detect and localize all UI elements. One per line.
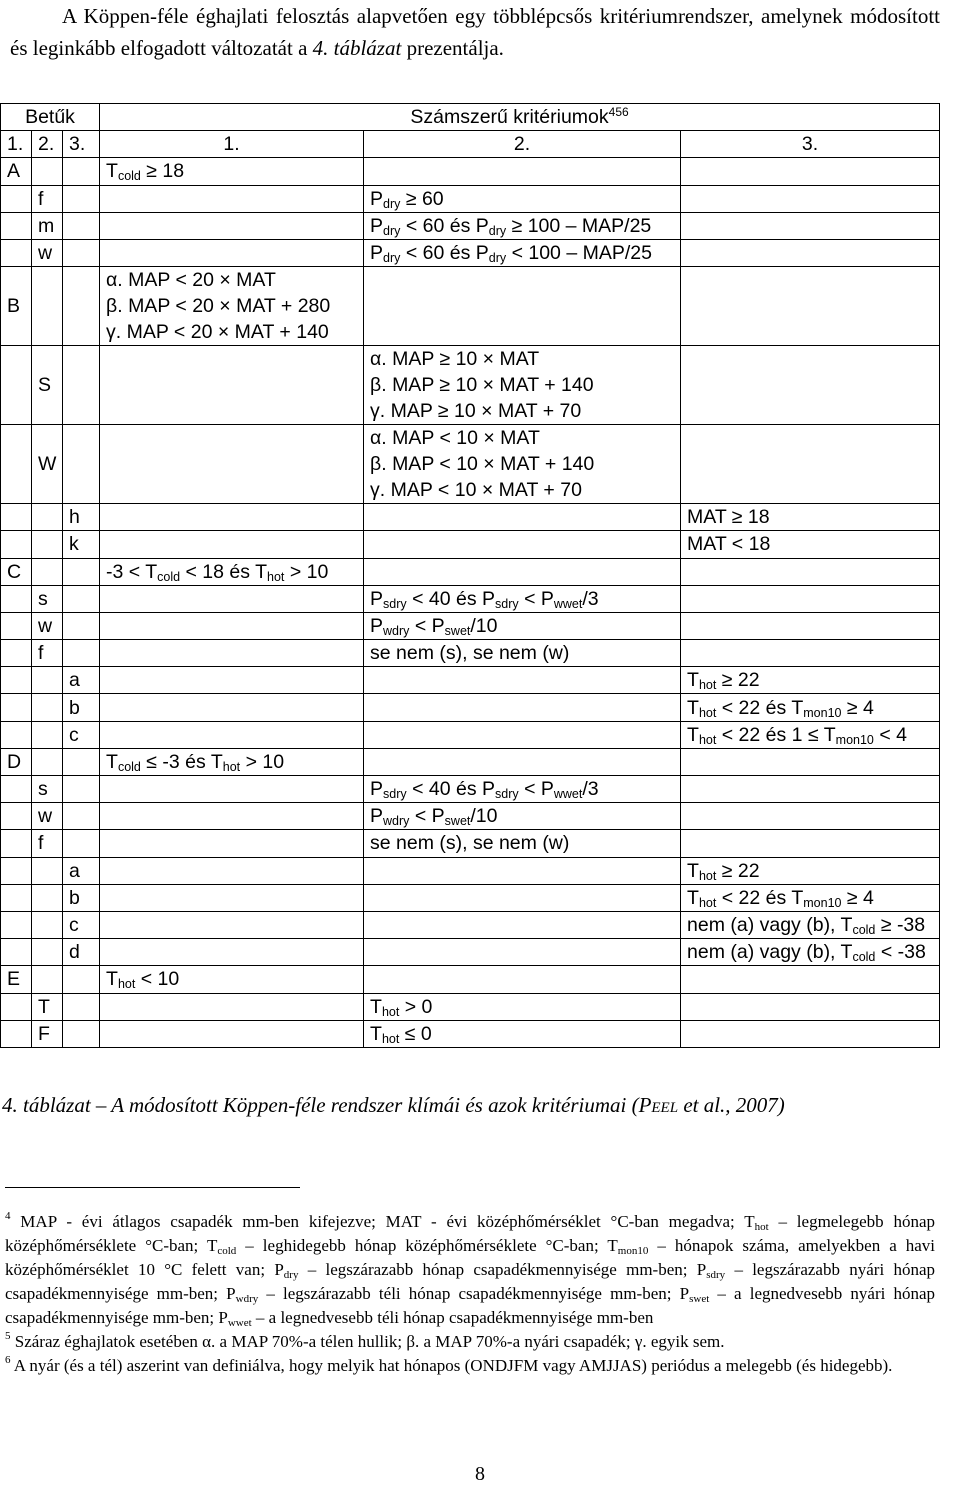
empty-cell bbox=[364, 158, 681, 185]
table-row bbox=[1, 776, 940, 803]
class-Db: b bbox=[63, 884, 100, 911]
class-Ca: a bbox=[63, 667, 100, 694]
empty-cell bbox=[32, 966, 63, 993]
table-row bbox=[1, 830, 940, 857]
empty-cell bbox=[364, 748, 681, 775]
class-Aw: w bbox=[32, 239, 63, 266]
table-level-row bbox=[1, 131, 940, 158]
empty-cell bbox=[63, 585, 100, 612]
empty-cell bbox=[364, 939, 681, 966]
class-ET: T bbox=[32, 993, 63, 1020]
level-3-criteria: 3. bbox=[681, 131, 940, 158]
empty-cell bbox=[1, 776, 32, 803]
empty-cell bbox=[681, 585, 940, 612]
empty-cell bbox=[681, 640, 940, 667]
table-row bbox=[1, 939, 940, 966]
empty-cell bbox=[63, 993, 100, 1020]
empty-cell bbox=[32, 857, 63, 884]
empty-cell bbox=[32, 158, 63, 185]
empty-cell bbox=[681, 993, 940, 1020]
class-Cf: f bbox=[32, 640, 63, 667]
empty-cell bbox=[364, 721, 681, 748]
criteria-Dd: nem (a) vagy (b), $T_{cold} < -38$ bbox=[681, 939, 940, 966]
empty-cell bbox=[364, 558, 681, 585]
empty-cell bbox=[32, 939, 63, 966]
empty-cell bbox=[1, 585, 32, 612]
class-EF: F bbox=[32, 1020, 63, 1047]
level-1-criteria: 1. bbox=[100, 131, 364, 158]
empty-cell bbox=[364, 267, 681, 346]
criteria-Ds: $P_{sdry} < 40$ és $P_{sdry} < P_{wwet}/3$ bbox=[364, 776, 681, 803]
empty-cell bbox=[100, 425, 364, 504]
criteria-EF: $T_{hot} \le 0$ bbox=[364, 1020, 681, 1047]
empty-cell bbox=[364, 884, 681, 911]
empty-cell bbox=[100, 185, 364, 212]
criteria-C: $-3 < T_{cold} < 18$ és $T_{hot} > 10$ bbox=[100, 558, 364, 585]
footnote-separator bbox=[5, 1187, 300, 1188]
table-row bbox=[1, 612, 940, 639]
class-A: A bbox=[1, 158, 32, 185]
criteria-Da: $T_{hot} \ge 22$ bbox=[681, 857, 940, 884]
table-row bbox=[1, 239, 940, 266]
empty-cell bbox=[63, 212, 100, 239]
empty-cell bbox=[32, 667, 63, 694]
empty-cell bbox=[100, 993, 364, 1020]
empty-cell bbox=[63, 1020, 100, 1047]
empty-cell bbox=[1, 612, 32, 639]
page-number: 8 bbox=[475, 1463, 485, 1485]
empty-cell bbox=[63, 776, 100, 803]
class-k: k bbox=[63, 531, 100, 558]
empty-cell bbox=[1, 993, 32, 1020]
table-row bbox=[1, 803, 940, 830]
footnotes bbox=[5, 1210, 935, 1378]
empty-cell bbox=[681, 1020, 940, 1047]
empty-cell bbox=[32, 721, 63, 748]
empty-cell bbox=[100, 1020, 364, 1047]
empty-cell bbox=[681, 239, 940, 266]
table-row bbox=[1, 346, 940, 425]
criteria-Dw: $P_{wdry} < P_{swet}/10$ bbox=[364, 803, 681, 830]
table-row bbox=[1, 185, 940, 212]
criteria-Cb: $T_{hot} < 22$ és $T_{mon10} \ge 4$ bbox=[681, 694, 940, 721]
table-row bbox=[1, 640, 940, 667]
empty-cell bbox=[63, 966, 100, 993]
empty-cell bbox=[1, 1020, 32, 1047]
empty-cell bbox=[1, 884, 32, 911]
empty-cell bbox=[63, 239, 100, 266]
empty-cell bbox=[1, 939, 32, 966]
empty-cell bbox=[681, 267, 940, 346]
table-reference: 4. táblázat bbox=[312, 36, 402, 60]
empty-cell bbox=[100, 239, 364, 266]
empty-cell bbox=[1, 830, 32, 857]
empty-cell bbox=[63, 830, 100, 857]
empty-cell bbox=[100, 803, 364, 830]
criteria-BS: α. MAP ≥ 10 × MAT β. MAP ≥ 10 × MAT + 140 γ. MAP ≥ 10 × MAT + 70 bbox=[364, 346, 681, 425]
table-row bbox=[1, 531, 940, 558]
empty-cell bbox=[100, 721, 364, 748]
koppen-table-wrapper bbox=[0, 103, 960, 1048]
empty-cell bbox=[32, 558, 63, 585]
empty-cell bbox=[681, 748, 940, 775]
empty-cell bbox=[364, 667, 681, 694]
empty-cell bbox=[63, 158, 100, 185]
footnote-5: $^5$ Száraz éghajlatok esetében α. a MAP 70%-a télen hullik; β. a MAP 70%-a nyári csapadék; γ. egyik sem. bbox=[5, 1330, 725, 1351]
empty-cell bbox=[681, 346, 940, 425]
criteria-Aw: $P_{dry} < 60$ és $P_{dry} < 100 - MAP/25$ bbox=[364, 239, 681, 266]
empty-cell bbox=[63, 558, 100, 585]
class-Ds: s bbox=[32, 776, 63, 803]
criteria-h: MAT ≥ 18 bbox=[681, 504, 940, 531]
empty-cell bbox=[681, 212, 940, 239]
empty-cell bbox=[32, 504, 63, 531]
empty-cell bbox=[1, 857, 32, 884]
class-Cb: b bbox=[63, 694, 100, 721]
table-row bbox=[1, 966, 940, 993]
class-Da: a bbox=[63, 857, 100, 884]
empty-cell bbox=[100, 346, 364, 425]
empty-cell bbox=[1, 694, 32, 721]
class-C: C bbox=[1, 558, 32, 585]
empty-cell bbox=[63, 748, 100, 775]
empty-cell bbox=[100, 776, 364, 803]
table-row bbox=[1, 694, 940, 721]
empty-cell bbox=[100, 911, 364, 938]
intro-text: A Köppen-féle éghajlati felosztás alapvetően egy többlépcsős kritériumrendszer, amelynek módosított és leginkább elfogadott változatát a bbox=[10, 4, 940, 60]
empty-cell bbox=[1, 721, 32, 748]
table-row bbox=[1, 558, 940, 585]
criteria-Cc: $T_{hot} < 22$ és $1 \le T_{mon10} < 4$ bbox=[681, 721, 940, 748]
empty-cell bbox=[681, 803, 940, 830]
header-letters: Betűk bbox=[1, 104, 100, 131]
empty-cell bbox=[364, 531, 681, 558]
empty-cell bbox=[364, 966, 681, 993]
criteria-Df: se nem (s), se nem (w) bbox=[364, 830, 681, 857]
empty-cell bbox=[364, 857, 681, 884]
class-Dc: c bbox=[63, 911, 100, 938]
table-row bbox=[1, 857, 940, 884]
header-criteria: Számszerű kritériumok$^{456}$ bbox=[100, 104, 940, 131]
table-row bbox=[1, 1020, 940, 1047]
level-1-letter: 1. bbox=[1, 131, 32, 158]
table-row bbox=[1, 911, 940, 938]
empty-cell bbox=[100, 585, 364, 612]
table-row bbox=[1, 158, 940, 185]
empty-cell bbox=[1, 425, 32, 504]
footnote-4: $^4$ MAP - évi átlagos csapadék mm-ben kifejezve; MAT - évi középhőmérséklet °C-ban megadva; $T_{hot}$ – legmelegebb hónap középhőmérséklete °C-ban; $T_{cold}$ – leghidegebb hónap középhőmérséklete °C-ban; $T_{mon10}$ – hónapok száma, amelyekben a havi középhőmérséklet 10 °C felett van; $P_{dry}$ – legszárazabb hónap csapadékmennyisége mm-ben; $P_{sdry}$ – legszárazabb nyári hónap csapadékmennyisége mm-ben; $P_{wdry}$ – legszárazabb téli hónap csapadékmennyisége mm-ben; $P_{swet}$ – a legnedvesebb nyári hónap csapadékmennyisége mm-ben; $P_{wwet}$ – a legnedvesebb téli hónap csapadékmennyisége mm-ben bbox=[5, 1210, 936, 1329]
criteria-Cs: $P_{sdry} < 40$ és $P_{sdry} < P_{wwet}/3$ bbox=[364, 585, 681, 612]
level-3-letter: 3. bbox=[63, 131, 100, 158]
criteria-B: α. MAP < 20 × MAT β. MAP < 20 × MAT + 280 γ. MAP < 20 × MAT + 140 bbox=[100, 267, 364, 346]
class-Dw: w bbox=[32, 803, 63, 830]
empty-cell bbox=[100, 939, 364, 966]
empty-cell bbox=[100, 640, 364, 667]
class-Cc: c bbox=[63, 721, 100, 748]
empty-cell bbox=[681, 185, 940, 212]
empty-cell bbox=[1, 667, 32, 694]
criteria-Cw: $P_{wdry} < P_{swet}/10$ bbox=[364, 612, 681, 639]
empty-cell bbox=[681, 966, 940, 993]
empty-cell bbox=[1, 212, 32, 239]
empty-cell bbox=[681, 425, 940, 504]
empty-cell bbox=[32, 531, 63, 558]
criteria-A: $T_{cold} \ge 18$ bbox=[100, 158, 364, 185]
criteria-Ca: $T_{hot} \ge 22$ bbox=[681, 667, 940, 694]
empty-cell bbox=[32, 884, 63, 911]
table-row bbox=[1, 504, 940, 531]
empty-cell bbox=[32, 911, 63, 938]
empty-cell bbox=[63, 612, 100, 639]
empty-cell bbox=[681, 612, 940, 639]
empty-cell bbox=[63, 346, 100, 425]
criteria-D: $T_{cold} \le -3$ és $T_{hot} > 10$ bbox=[100, 748, 364, 775]
class-Dd: d bbox=[63, 939, 100, 966]
level-2-criteria: 2. bbox=[364, 131, 681, 158]
empty-cell bbox=[681, 158, 940, 185]
class-E: E bbox=[1, 966, 32, 993]
empty-cell bbox=[681, 830, 940, 857]
empty-cell bbox=[1, 185, 32, 212]
empty-cell bbox=[100, 212, 364, 239]
empty-cell bbox=[32, 748, 63, 775]
criteria-Cf: se nem (s), se nem (w) bbox=[364, 640, 681, 667]
table-row bbox=[1, 267, 940, 346]
empty-cell bbox=[100, 884, 364, 911]
class-B: B bbox=[1, 267, 32, 346]
criteria-Af: $P_{dry} \ge 60$ bbox=[364, 185, 681, 212]
criteria-ET: $T_{hot} > 0$ bbox=[364, 993, 681, 1020]
empty-cell bbox=[681, 558, 940, 585]
empty-cell bbox=[100, 504, 364, 531]
empty-cell bbox=[100, 694, 364, 721]
empty-cell bbox=[681, 776, 940, 803]
class-BW: W bbox=[32, 425, 63, 504]
footnote-6: $^6$ A nyár (és a tél) aszerint van definiálva, hogy melyik hat hónapos (ONDJFM vagy AMJJAS) periódus a melegebb (és hidegebb). bbox=[5, 1354, 893, 1375]
intro-paragraph bbox=[10, 0, 940, 64]
class-h: h bbox=[63, 504, 100, 531]
criteria-Dc: nem (a) vagy (b), $T_{cold} \ge -38$ bbox=[681, 911, 940, 938]
empty-cell bbox=[100, 857, 364, 884]
empty-cell bbox=[63, 267, 100, 346]
empty-cell bbox=[364, 694, 681, 721]
empty-cell bbox=[32, 267, 63, 346]
empty-cell bbox=[63, 803, 100, 830]
class-Am: m bbox=[32, 212, 63, 239]
class-BS: S bbox=[32, 346, 63, 425]
table-caption: 4. táblázat – A módosított Köppen-féle rendszer klímái és azok kritériumai (Peel et al., 2007) bbox=[2, 1093, 785, 1117]
empty-cell bbox=[364, 911, 681, 938]
table-row bbox=[1, 667, 940, 694]
koppen-criteria-table bbox=[0, 103, 940, 1048]
empty-cell bbox=[100, 531, 364, 558]
table-row bbox=[1, 585, 940, 612]
empty-cell bbox=[364, 504, 681, 531]
table-row bbox=[1, 884, 940, 911]
criteria-Db: $T_{hot} < 22$ és $T_{mon10} \ge 4$ bbox=[681, 884, 940, 911]
criteria-k: MAT < 18 bbox=[681, 531, 940, 558]
table-header-row bbox=[1, 104, 940, 131]
empty-cell bbox=[32, 694, 63, 721]
intro-tail: prezentálja. bbox=[401, 36, 504, 60]
empty-cell bbox=[1, 911, 32, 938]
empty-cell bbox=[100, 830, 364, 857]
table-row bbox=[1, 993, 940, 1020]
class-D: D bbox=[1, 748, 32, 775]
table-row bbox=[1, 425, 940, 504]
criteria-Am: $P_{dry} < 60$ és $P_{dry} \ge 100 - MAP/25$ bbox=[364, 212, 681, 239]
table-row bbox=[1, 212, 940, 239]
class-Df: f bbox=[32, 830, 63, 857]
level-2-letter: 2. bbox=[32, 131, 63, 158]
empty-cell bbox=[1, 239, 32, 266]
class-Cs: s bbox=[32, 585, 63, 612]
empty-cell bbox=[63, 185, 100, 212]
table-row bbox=[1, 721, 940, 748]
criteria-E: $T_{hot} < 10$ bbox=[100, 966, 364, 993]
empty-cell bbox=[1, 531, 32, 558]
empty-cell bbox=[63, 640, 100, 667]
class-Af: f bbox=[32, 185, 63, 212]
empty-cell bbox=[1, 640, 32, 667]
empty-cell bbox=[100, 667, 364, 694]
class-Cw: w bbox=[32, 612, 63, 639]
criteria-BW: α. MAP < 10 × MAT β. MAP < 10 × MAT + 140 γ. MAP < 10 × MAT + 70 bbox=[364, 425, 681, 504]
empty-cell bbox=[1, 504, 32, 531]
table-row bbox=[1, 748, 940, 775]
empty-cell bbox=[1, 346, 32, 425]
empty-cell bbox=[1, 803, 32, 830]
empty-cell bbox=[100, 612, 364, 639]
empty-cell bbox=[63, 425, 100, 504]
